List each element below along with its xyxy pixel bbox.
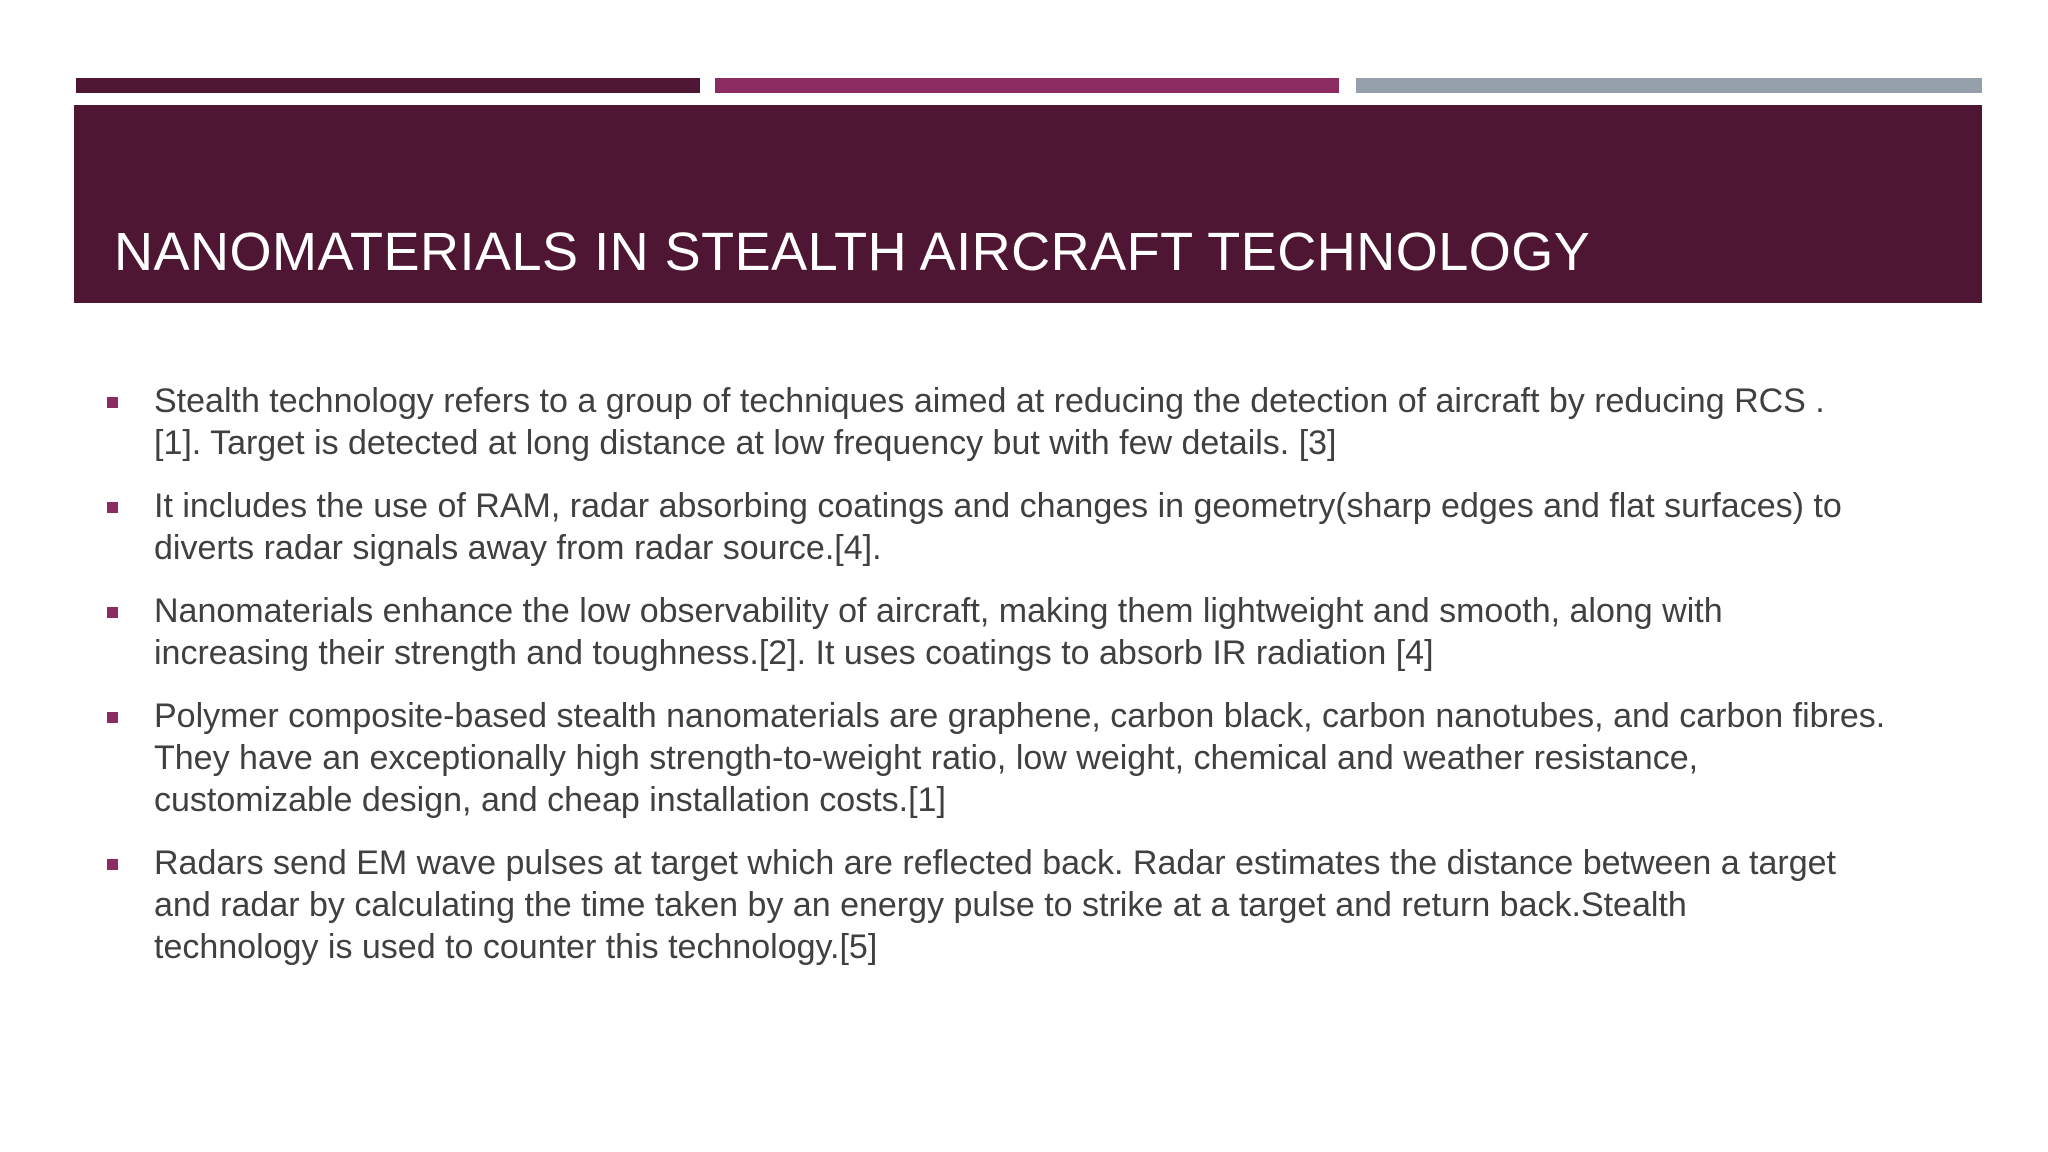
title-band: [74, 105, 1982, 303]
slide-title: NANOMATERIALS IN STEALTH AIRCRAFT TECHNOLOGY: [114, 222, 1591, 282]
bullet-item: [104, 485, 1984, 569]
square-bullet-icon: [107, 712, 118, 723]
bullet-text: Polymer composite-based stealth nanomaterials are graphene, carbon black, carbon nanotubes, and carbon fibres. They have an exceptionally high strength-to-weight ratio, low weight, chemical and weather resistance, customizable design, and cheap installation costs.[1]: [154, 697, 1886, 819]
accent-bar-gray: [1356, 78, 1982, 93]
bullet-text: Stealth technology refers to a group of techniques aimed at reducing the detection of aircraft by reducing RCS . [1]. Target is detected at long distance at low frequency but with few details. [3]: [154, 382, 1825, 462]
bullet-item: [104, 380, 1984, 464]
square-bullet-icon: [107, 397, 118, 408]
bullet-list: [104, 380, 1984, 989]
bullet-text: Radars send EM wave pulses at target which are reflected back. Radar estimates the distance between a target and radar by calculating the time taken by an energy pulse to strike at a target and return back.Stealth technology is used to counter this technology.[5]: [154, 844, 1837, 966]
bullet-text: It includes the use of RAM, radar absorbing coatings and changes in geometry(sharp edges and flat surfaces) to diverts radar signals away from radar source.[4].: [154, 487, 1842, 567]
bullet-item: [104, 842, 1984, 968]
square-bullet-icon: [107, 859, 118, 870]
square-bullet-icon: [107, 607, 118, 618]
bullet-item: [104, 695, 1984, 821]
bullet-text: Nanomaterials enhance the low observability of aircraft, making them lightweight and smooth, along with increasing their strength and toughness.[2]. It uses coatings to absorb IR radiation [4]: [154, 592, 1723, 672]
square-bullet-icon: [107, 502, 118, 513]
accent-bar-magenta: [715, 78, 1339, 93]
accent-bar-dark: [76, 78, 700, 93]
bullet-item: [104, 590, 1984, 674]
